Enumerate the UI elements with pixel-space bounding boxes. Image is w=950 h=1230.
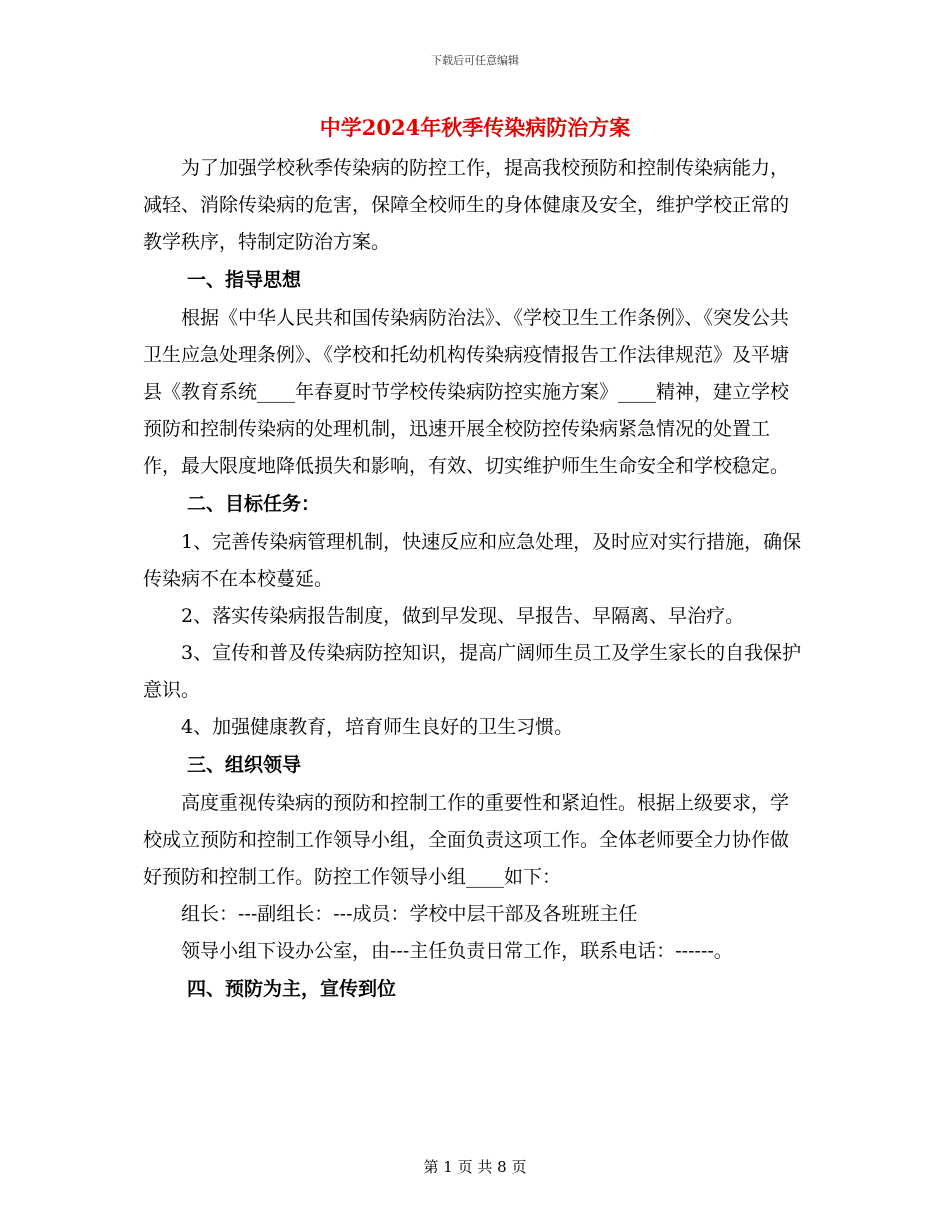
leadership-members: 组长：---副组长：---成员：学校中层干部及各班班主任 [181, 903, 638, 925]
intro-paragraph: 为了加强学校秋季传染病的防控工作，提高我校预防和控制传染病能力，减轻、消除传染病的危害，保障全校师生的身体健康及安全，维护学校正常的教学秩序，特制定防治方案。 [143, 157, 790, 253]
section-heading-guiding-thought: 一、指导思想 [187, 269, 302, 291]
goal-item-3: 3、宣传和普及传染病防控知识，提高广阔师生员工及学生家长的自我保护意识。 [143, 642, 802, 701]
document-title: 中学2024年秋季传染病防治方案 [319, 115, 631, 140]
goal-item-1: 1、完善传染病管理机制，快速反应和应急处理，及时应对实行措施，确保传染病不在本校蔓延。 [143, 531, 802, 590]
goal-item-2: 2、落实传染病报告制度，做到早发现、早报告、早隔离、早治疗。 [181, 605, 745, 627]
document-body [143, 150, 803, 1009]
leadership-paragraph: 高度重视传染病的预防和控制工作的重要性和紧迫性。根据上级要求，学校成立预防和控制工作领导小组，全面负责这项工作。全体老师要全力协作做好预防和控制工作。防控工作领导小组____如下： [143, 792, 790, 888]
section-heading-leadership: 三、组织领导 [187, 754, 302, 776]
goal-item-4: 4、加强健康教育，培育师生良好的卫生习惯。 [181, 716, 574, 738]
page-header: 下载后可任意编辑 [431, 54, 519, 67]
section-heading-goals: 二、目标任务： [187, 493, 321, 515]
guiding-thought-paragraph: 根据《中华人民共和国传染病防治法》、《学校卫生工作条例》、《突发公共卫生应急处理条例》、《学校和托幼机构传染病疫情报告工作法律规范》及平塘县《教育系统____年春夏时节学校传染病防控实施方案》____精神，建立学校预防和控制传染病的处理机制，迅速开展全校防控传染病紧急情况的处置工作，最大限度地降低损失和影响，有效、切实维护师生生命安全和学校稳定。 [143, 307, 790, 477]
leadership-office: 领导小组下设办公室，由---主任负责日常工作，联系电话：------。 [181, 940, 733, 962]
page-number: 第 1 页 共 8 页 [423, 1158, 527, 1176]
section-heading-prevention: 四、预防为主，宣传到位 [187, 978, 397, 1000]
